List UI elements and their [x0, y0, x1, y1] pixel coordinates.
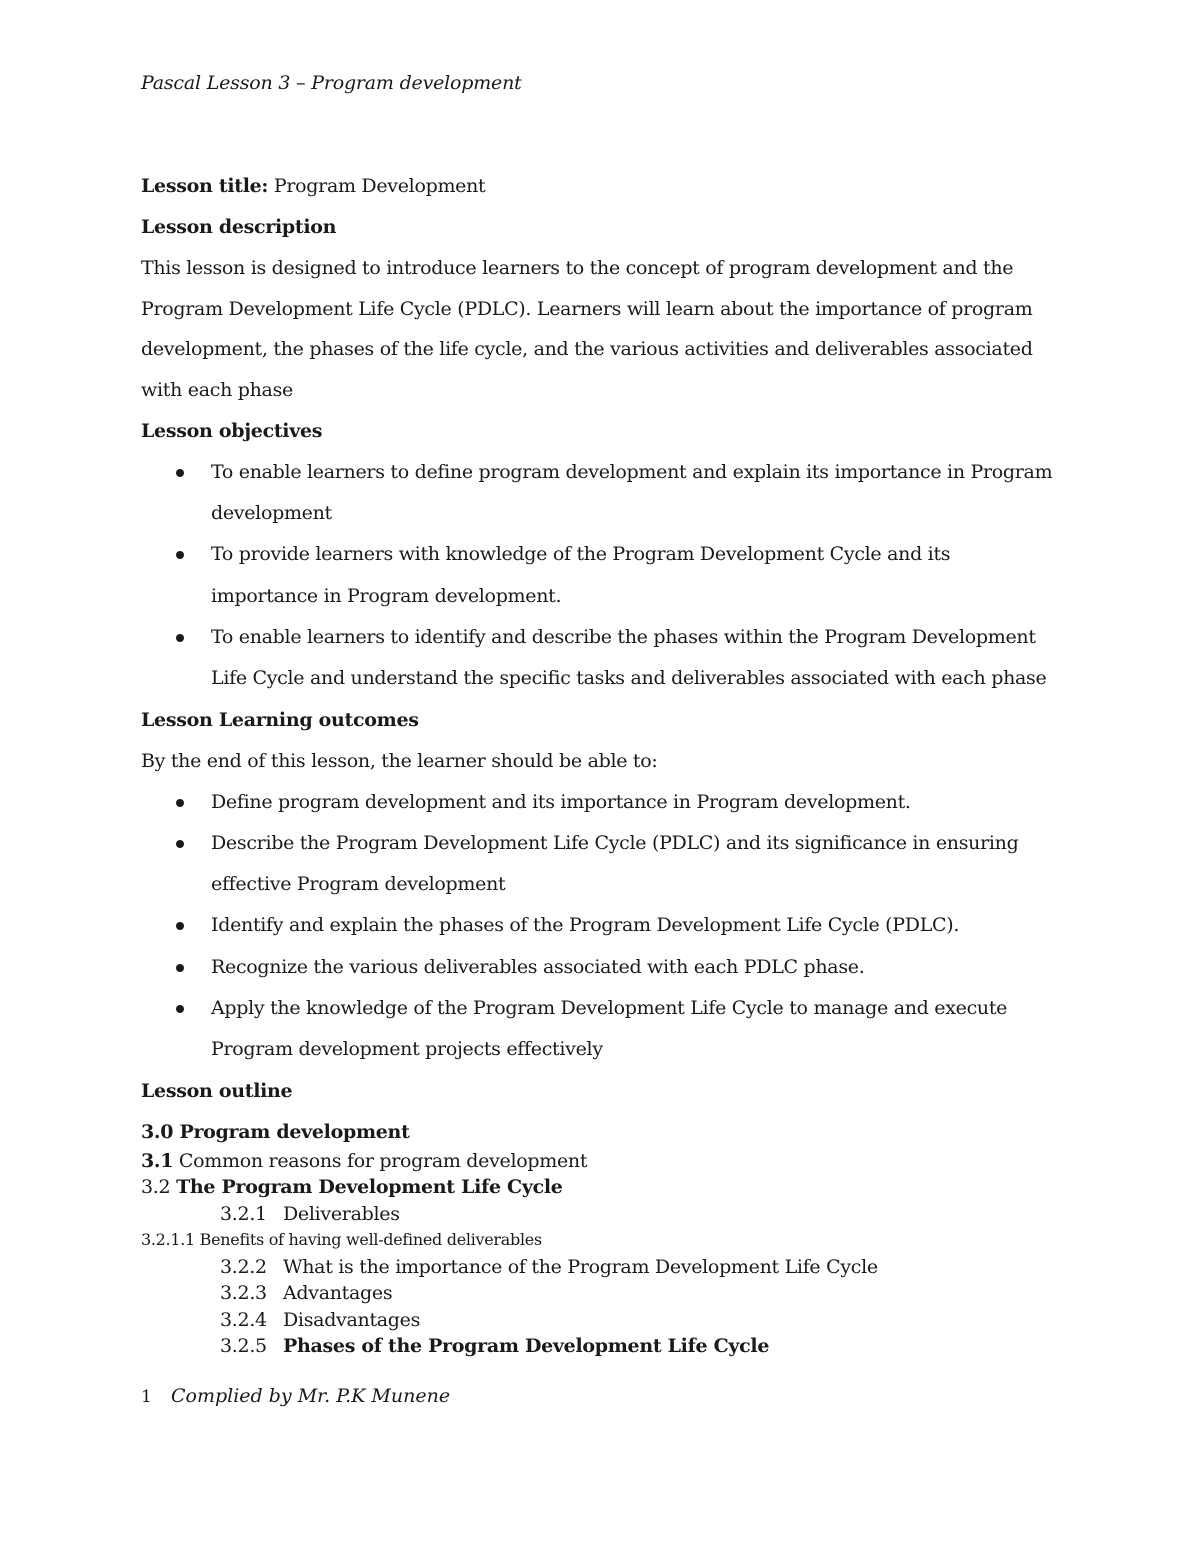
outcomes-list	[141, 782, 1071, 1071]
list-item-text: Program development projects effectively	[211, 1038, 603, 1061]
outline-item	[141, 1116, 1071, 1148]
list-item	[141, 988, 1071, 1071]
outline-item	[141, 1201, 1071, 1228]
list-item-text: To enable learners to define program development and explain its importance in Program	[211, 460, 1053, 483]
outline-item	[141, 1307, 1071, 1334]
description-line: Program Development Life Cycle (PDLC). Learners will learn about the importance of program	[141, 297, 1033, 320]
bullet-icon	[176, 964, 184, 972]
outline-number: 3.2.3	[220, 1282, 267, 1305]
bullet-icon	[176, 634, 184, 642]
outline-item	[141, 1148, 1071, 1175]
footer-credit: Complied by Mr. P.K Munene	[171, 1385, 451, 1407]
lesson-title-value: Program Development	[273, 175, 486, 197]
outline-number: 3.2.5	[220, 1335, 267, 1358]
outline-number: 3.2.4	[220, 1308, 267, 1331]
outline-number: 3.2.1	[220, 1202, 267, 1225]
description-line: development, the phases of the life cycle, and the various activities and deliverables associated	[141, 338, 1033, 361]
list-item	[141, 905, 1071, 946]
page-header: Pascal Lesson 3 – Program development	[141, 72, 522, 94]
outline-item	[141, 1333, 1071, 1360]
list-item	[141, 823, 1071, 906]
description-line: This lesson is designed to introduce learners to the concept of program development and the	[141, 257, 1014, 279]
lesson-title-line	[141, 166, 1071, 207]
list-item	[141, 947, 1071, 988]
list-item-text: Apply the knowledge of the Program Development Life Cycle to manage and execute	[211, 997, 1008, 1020]
objectives-list	[141, 452, 1071, 700]
outline-item: 3.2.1.1 Benefits of having well-defined deliverables	[141, 1230, 542, 1250]
outline-text: Disadvantages	[283, 1308, 421, 1331]
list-item-text: Define program development and its importance in Program development.	[211, 790, 911, 813]
list-item-text: Recognize the various deliverables associated with each PDLC phase.	[211, 955, 865, 978]
list-item-text: Identify and explain the phases of the Program Development Life Cycle (PDLC).	[211, 914, 960, 937]
list-item	[141, 617, 1071, 700]
list-item	[141, 452, 1071, 535]
bullet-icon	[176, 1005, 184, 1013]
list-item-text: importance in Program development.	[211, 584, 562, 607]
outline-text: Advantages	[283, 1282, 393, 1305]
outline-item	[141, 1174, 1071, 1201]
outline-item	[141, 1254, 1071, 1281]
outline-text: Deliverables	[283, 1202, 400, 1225]
list-item	[141, 782, 1071, 823]
list-item-text: development	[211, 502, 332, 525]
lesson-outline	[141, 1116, 1071, 1360]
description-paragraph	[141, 248, 1071, 411]
bullet-icon	[176, 799, 184, 807]
list-item-text: To provide learners with knowledge of the Program Development Cycle and its	[211, 543, 951, 566]
outline-number: 3.0	[141, 1120, 174, 1143]
list-item-text: effective Program development	[211, 873, 506, 896]
description-heading: Lesson description	[141, 216, 337, 238]
outline-number: 3.2.2	[220, 1255, 267, 1278]
outline-heading: Lesson outline	[141, 1079, 293, 1102]
outcomes-heading: Lesson Learning outcomes	[141, 708, 419, 731]
bullet-icon	[176, 469, 184, 477]
bullet-icon	[176, 840, 184, 848]
list-item	[141, 534, 1071, 617]
outline-number: 3.1	[141, 1149, 174, 1172]
outline-number: 3.2	[141, 1176, 171, 1199]
list-item-text: To enable learners to identify and describe the phases within the Program Development	[211, 626, 1036, 648]
list-item-text: Describe the Program Development Life Cycle (PDLC) and its significance in ensuring	[211, 831, 1019, 854]
outline-text: Phases of the Program Development Life Cycle	[283, 1335, 770, 1358]
outline-text: The Program Development Life Cycle	[176, 1176, 563, 1199]
objectives-heading: Lesson objectives	[141, 419, 323, 442]
list-item-text: Life Cycle and understand the specific tasks and deliverables associated with each phase	[211, 667, 1047, 690]
page-number: 1	[141, 1387, 152, 1407]
outcomes-intro: By the end of this lesson, the learner should be able to:	[141, 749, 658, 772]
outline-item	[141, 1280, 1071, 1307]
document-body	[141, 166, 1071, 1360]
lesson-title-label: Lesson title:	[141, 175, 269, 197]
outline-text: Common reasons for program development	[178, 1149, 588, 1172]
bullet-icon	[176, 551, 184, 559]
bullet-icon	[176, 922, 184, 930]
page-footer	[141, 1385, 450, 1407]
outline-text: What is the importance of the Program Development Life Cycle	[283, 1255, 878, 1278]
outline-text: Program development	[179, 1120, 410, 1143]
description-line: with each phase	[141, 379, 293, 402]
